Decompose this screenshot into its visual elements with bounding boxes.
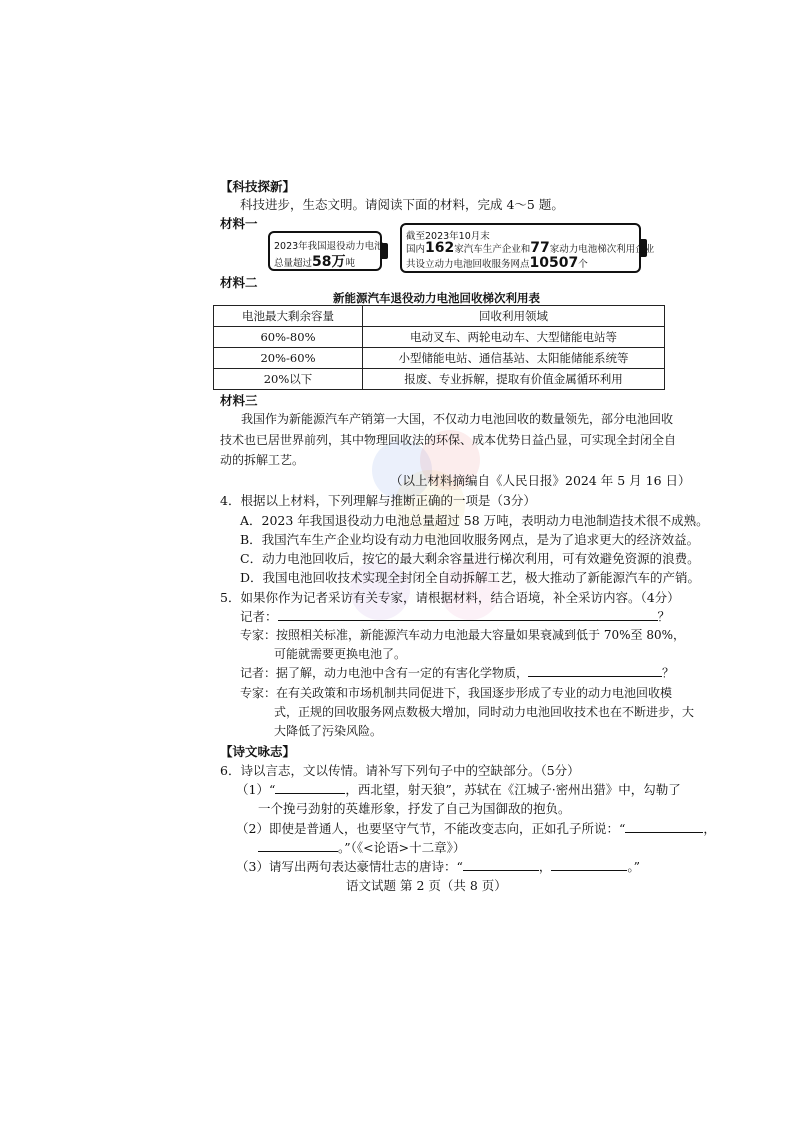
- table-cell: 报废、专业拆解，提取有价值金属循环利用: [363, 369, 665, 390]
- table-cell: 60%-80%: [214, 327, 363, 348]
- q5-expert1-line1: 专家：按照相关标准，新能源汽车动力电池最大容量如果衰减到低于 70%至 80%，: [240, 628, 685, 642]
- battery-left-line2: 总量超过58万吨: [274, 254, 356, 270]
- material3-label: 材料三: [220, 393, 258, 408]
- q5-reporter-line: 记者： ？: [240, 609, 671, 624]
- material-source: （以上材料摘编自《人民日报》2024 年 5 月 16 日）: [390, 473, 691, 488]
- q6-stem: 6．诗以言志，文以传情。请补写下列句子中的空缺部分。（5分）: [220, 763, 580, 778]
- battery-right-line1: 截至2023年10月末: [406, 231, 490, 242]
- material2-label: 材料二: [220, 275, 258, 290]
- battery-left-line1: 2023年我国退役动力电池: [274, 241, 384, 252]
- table-row: [214, 348, 665, 369]
- q4-option-b[interactable]: B．我国汽车生产企业均设有动力电池回收服务网点，是为了追求更大的经济效益。: [240, 532, 700, 547]
- answer-blank-q6-1[interactable]: [275, 793, 345, 794]
- answer-blank-q6-3[interactable]: [258, 851, 338, 852]
- q4-stem: 4．根据以上材料，下列理解与推断正确的一项是（3分）: [220, 493, 536, 508]
- q4-option-c[interactable]: C．动力电池回收后，按它的最大剩余容量进行梯次利用，可有效避免资源的浪费。: [240, 551, 700, 566]
- battery-right-line2: 国内162家汽车生产企业和77家动力电池梯次利用企业: [406, 240, 655, 256]
- answer-blank-q6-4[interactable]: [463, 870, 539, 871]
- section-title-poetry: 【诗文咏志】: [220, 744, 296, 759]
- table-row: [214, 369, 665, 390]
- table-cell: 20%-60%: [214, 348, 363, 369]
- table-header-capacity: 电池最大剩余容量: [214, 306, 363, 327]
- table-cell: 20%以下: [214, 369, 363, 390]
- reporter-label: 记者：: [240, 609, 278, 624]
- q6-part3-line: （3）请写出两句表达豪情壮志的唐诗：“ ， 。”: [236, 859, 641, 874]
- q6-part1-line2: 一个挽弓劲射的英雄形象，抒发了自己为国御敌的抱负。: [258, 801, 571, 816]
- table-title: 新能源汽车退役动力电池回收梯次利用表: [333, 291, 540, 305]
- material3-line2: 技术也已居世界前列，其中物理回收法的环保、成本优势日益凸显，可实现全封闭全自: [220, 433, 677, 447]
- q5-stem: 5．如果你作为记者采访有关专家，请根据材料，结合语境，补全采访内容。（4分）: [220, 590, 680, 605]
- answer-blank-q6-5[interactable]: [551, 870, 627, 871]
- material3-line3: 动的拆解工艺。: [220, 453, 305, 467]
- q5-expert1-line2: 可能就需要更换电池了。: [274, 647, 407, 661]
- q4-option-a[interactable]: A．2023 年我国退役动力电池总量超过 58 万吨，表明动力电池制造技术很不成熟。: [240, 513, 709, 528]
- table-cell: 小型储能电站、通信基站、太阳能储能系统等: [363, 348, 665, 369]
- q6-part2-line2: 。”（《<论语>十二章》）: [258, 838, 465, 856]
- battery-graphic-left: [268, 231, 382, 271]
- table-header-row: [214, 306, 665, 327]
- answer-blank-q5-2[interactable]: [528, 676, 662, 677]
- q6-part1-line1: （1）“ ，西北望，射天狼”，苏轼在《江城子·密州出猎》中，勾勒了: [236, 782, 681, 797]
- page-footer: 语文试题 第 2 页（共 8 页）: [346, 878, 507, 893]
- q5-expert2-line1: 专家：在有关政策和市场机制共同促进下，我国逐步形成了专业的动力电池回收模: [240, 686, 673, 700]
- q4-option-d[interactable]: D．我国电池回收技术实现全封闭全自动拆解工艺，极大推动了新能源汽车的产销。: [240, 570, 701, 585]
- q5-expert2-line3: 大降低了污染风险。: [274, 724, 383, 738]
- section-intro: 科技进步，生态文明。请阅读下面的材料，完成 4～5 题。: [240, 197, 564, 212]
- q6-part2-line1: （2）即使是普通人，也要坚守气节，不能改变志向，正如孔子所说：“ ，: [236, 821, 716, 836]
- table-cell: 电动叉车、两轮电动车、大型储能电站等: [363, 327, 665, 348]
- battery-right-line3: 共设立动力电池回收服务网点10507个: [406, 255, 588, 271]
- table-header-field: 回收利用领域: [363, 306, 665, 327]
- q5-expert2-line2: 式，正规的回收服务网点数极大增加，同时动力电池回收技术也在不断进步，大: [274, 705, 695, 719]
- answer-blank-q5-1[interactable]: [278, 620, 658, 621]
- q5-reporter2-line: 记者：据了解，动力电池中含有一定的有害化学物质， ？: [240, 666, 675, 680]
- answer-blank-q6-2[interactable]: [625, 832, 703, 833]
- material1-label: 材料一: [220, 216, 258, 231]
- material3-line1: 我国作为新能源汽车产销第一大国，不仅动力电池回收的数量领先，部分电池回收: [241, 412, 674, 426]
- recycling-table: [213, 305, 665, 390]
- section-title-tech: 【科技探新】: [220, 179, 296, 194]
- table-row: [214, 327, 665, 348]
- battery-graphic-right: [400, 223, 655, 273]
